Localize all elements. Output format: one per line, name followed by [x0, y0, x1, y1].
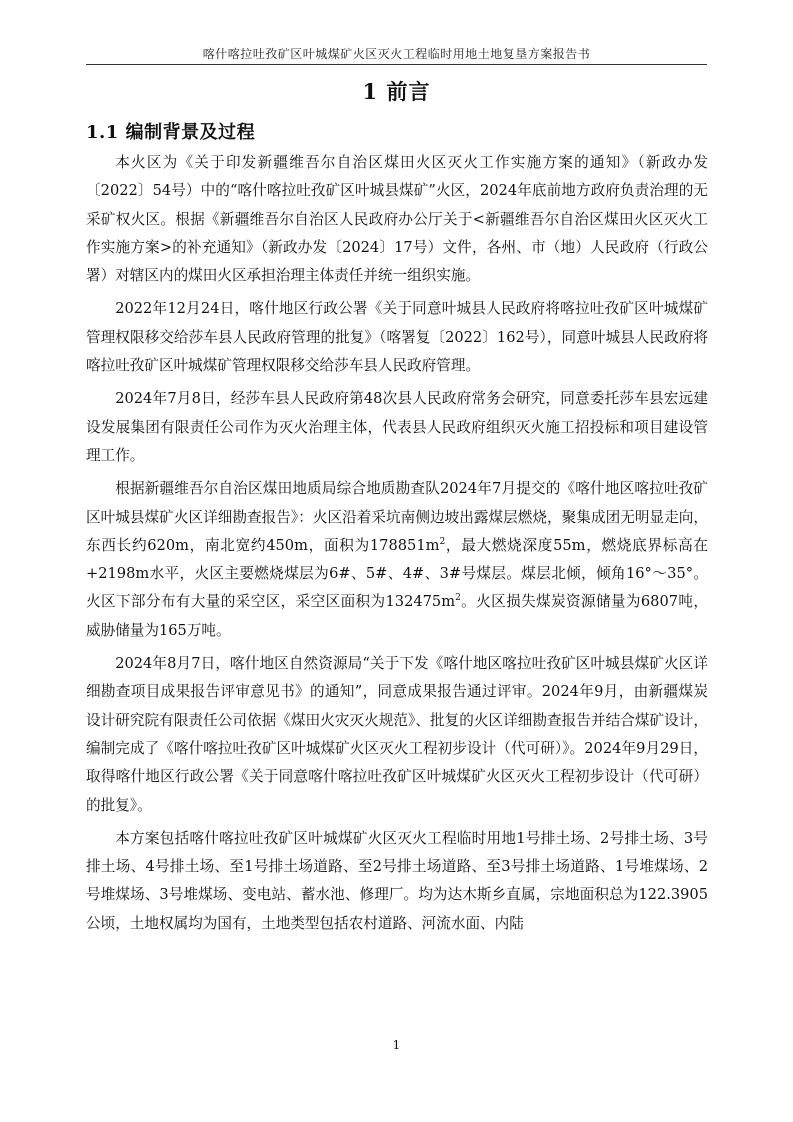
superscript-square-b: 2: [455, 593, 461, 604]
paragraph-4-part-b: ，最大燃烧深度55m，燃烧底界标高在+2198m水平，火区主要燃烧煤层为6#、5#、4#、3#号煤层。煤层北倾，倾角16°～35°。火区下部分布有大量的采空区，采空区面积为132475m: [86, 536, 708, 611]
paragraph-3: 2024年7月8日，经莎车县人民政府第48次县人民政府常务会研究，同意委托莎车县宏远建设发展集团有限责任公司作为灭火治理主体，代表县人民政府组织灭火施工招投标和项目建设管理工作。: [86, 390, 708, 464]
running-header: 喀什喀拉吐孜矿区叶城煤矿火区灭火工程临时用地土地复垦方案报告书: [202, 47, 591, 61]
paragraph-5: 2024年8月7日，喀什地区自然资源局“关于下发《喀什地区喀拉吐孜矿区叶城县煤矿火区详细勘查项目成果报告评审意见书》的通知”，同意成果报告通过评审。2024年9月，由新疆煤炭设计研究院有限责任公司依据《煤田火灾灭火规范》、批复的火区详细勘查报告并结合煤矿设计，编制完成了《喀什喀拉吐孜矿区叶城煤矿火区灭火工程初步设计（代可研）》。2024年9月29日，取得喀什地区行政公署《关于同意喀什喀拉吐孜矿区叶城煤矿火区灭火工程初步设计（代可研）的批复》。: [86, 655, 708, 814]
body-text: [86, 149, 708, 943]
chapter-title: 1 前言: [362, 79, 431, 104]
header-divider: [86, 64, 707, 65]
paragraph-4: [86, 475, 708, 645]
superscript-square-a: 2: [439, 537, 446, 547]
page-number: 1: [392, 1038, 401, 1052]
paragraph-4-part-c: 。火区损失煤炭资源储量为6807吨，威胁储量为165万吨。: [86, 593, 708, 639]
section-title: 1.1 编制背景及过程: [86, 122, 256, 143]
paragraph-2: 2022年12月24日，喀什地区行政公署《关于同意叶城县人民政府将喀拉吐孜矿区叶城煤矿管理权限移交给莎车县人民政府管理的批复》（喀署复〔2022〕162号），同意叶城县人民政府将喀拉吐孜矿区叶城煤矿管理权限移交给莎车县人民政府管理。: [86, 300, 708, 375]
paragraph-4-part-a: 根据新疆维吾尔自治区煤田地质局综合地质勘查队2024年7月提交的《喀什地区喀拉吐孜矿区叶城县煤矿火区详细勘查报告》：火区沿着采坑南侧边坡出露煤层燃烧，聚集成团无明显走向，东西长约620m，南北宽约450m，面积为178851m: [86, 480, 708, 554]
paragraph-1: 本火区为《关于印发新疆维吾尔自治区煤田火区灭火工作实施方案的通知》（新政办发〔2022〕54号）中的“喀什喀拉吐孜矿区叶城县煤矿”火区，2024年底前地方政府负责治理的无采矿权火区。根据《新疆维吾尔自治区人民政府办公厅关于<新疆维吾尔自治区煤田火区灭火工作实施方案>的补充通知》（新政办发〔2024〕17号）文件，各州、市（地）人民政府（行政公署）对辖区内的煤田火区承担治理主体责任并统一组织实施。: [86, 154, 708, 285]
paragraph-6: 本方案包括喀什喀拉吐孜矿区叶城煤矿火区灭火工程临时用地1号排土场、2号排土场、3号排土场、4号排土场、至1号排土场道路、至2号排土场道路、至3号排土场道路、1号堆煤场、2号堆煤场、3号堆煤场、变电站、蓄水池、修理厂。均为达木斯乡直属，宗地面积总为122.3905公顷，土地权属均为国有，土地类型包括农村道路、河流水面、内陆: [86, 829, 708, 932]
